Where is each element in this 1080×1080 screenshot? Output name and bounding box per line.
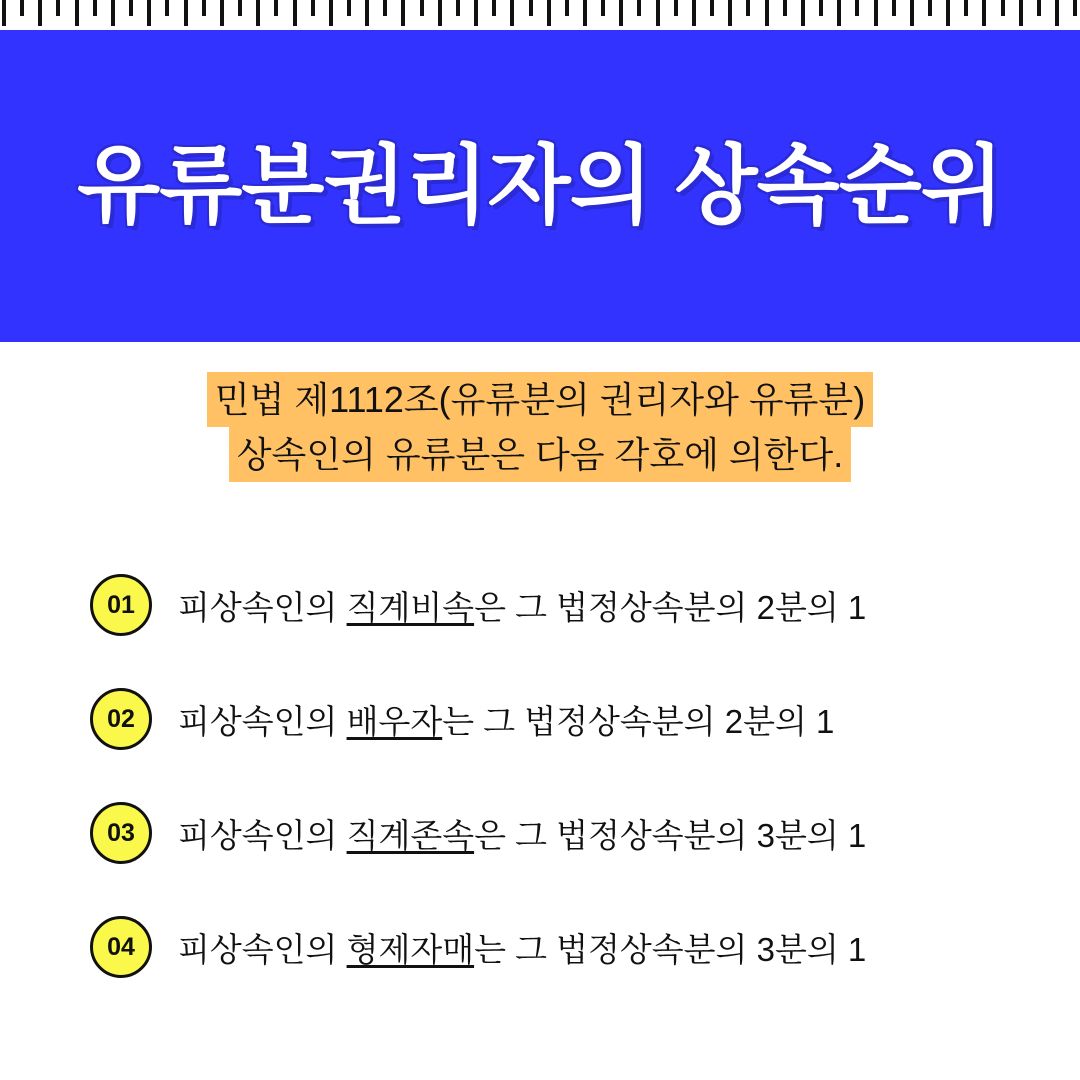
ruler-tick: [220, 0, 224, 26]
list-item-text-suffix: 은 그 법정상속분의 3분의 1: [474, 816, 867, 854]
ruler-tick: [637, 0, 641, 16]
ruler-tick: [165, 0, 169, 16]
ruler-tick: [946, 0, 950, 26]
list-item-number-badge: 02: [90, 688, 152, 750]
ruler-tick: [692, 0, 696, 26]
list-item-text-suffix: 은 그 법정상속분의 2분의 1: [474, 588, 867, 626]
ruler-tick: [619, 0, 623, 26]
list-item: [0, 662, 1080, 776]
ruler-tick: [238, 0, 242, 16]
ruler-tick: [492, 0, 496, 16]
law-quote: [0, 372, 1080, 482]
ruler-tick: [1019, 0, 1023, 26]
ruler-tick: [964, 0, 968, 16]
ruler-tick: [274, 0, 278, 16]
list-item: [0, 776, 1080, 890]
ruler-tick: [147, 0, 151, 26]
list-item-text: [178, 810, 866, 857]
ruler-tick: [311, 0, 315, 16]
list-item-number-badge: 03: [90, 802, 152, 864]
ruler-tick: [583, 0, 587, 26]
ruler-tick: [420, 0, 424, 16]
ruler-tick: [1001, 0, 1005, 16]
ruler-tick: [456, 0, 460, 16]
ruler-tick: [56, 0, 60, 16]
ruler-tick: [783, 0, 787, 16]
list-item-text: [178, 696, 834, 743]
ruler-tick: [874, 0, 878, 26]
list-item-text-prefix: 피상속인의: [178, 588, 347, 626]
ruler-tick: [656, 0, 660, 26]
ruler-tick: [365, 0, 369, 26]
list-item-number-badge: 01: [90, 574, 152, 636]
ruler-tick: [547, 0, 551, 26]
ruler-tick: [892, 0, 896, 16]
ruler-tick: [75, 0, 79, 26]
list-item-text: [178, 924, 866, 971]
ruler-tick: [728, 0, 732, 26]
list-item: [0, 548, 1080, 662]
ruler-tick: [111, 0, 115, 26]
list-item-text-emphasis: 직계비속: [346, 588, 475, 626]
ruler-tick: [1037, 0, 1041, 16]
ruler-tick: [383, 0, 387, 16]
list-item-text-emphasis: 형제자매: [346, 930, 475, 968]
ruler-tick: [928, 0, 932, 16]
ruler-tick: [674, 0, 678, 16]
list-item-text-emphasis: 배우자: [346, 702, 443, 740]
ruler-tick: [982, 0, 986, 26]
ruler-tick: [438, 0, 442, 26]
list-item-text-suffix: 는 그 법정상속분의 3분의 1: [474, 930, 867, 968]
list-item: [0, 890, 1080, 1004]
ruler-tick: [1073, 0, 1077, 16]
ruler-tick: [184, 0, 188, 26]
ruler-tick: [910, 0, 914, 26]
list-item-number-badge: 04: [90, 916, 152, 978]
list-item-text-emphasis: 직계존속: [346, 816, 475, 854]
ruler-tick: [401, 0, 405, 26]
ruler-tick: [819, 0, 823, 16]
ruler-decoration: [0, 0, 1080, 30]
ruler-tick: [20, 0, 24, 16]
ruler-tick: [601, 0, 605, 16]
law-quote-line-2: 상속인의 유류분은 다음 각호에 의한다.: [229, 427, 851, 482]
list-item-text-suffix: 는 그 법정상속분의 2분의 1: [442, 702, 835, 740]
ruler-tick: [801, 0, 805, 26]
ruler-tick: [855, 0, 859, 16]
ruler-tick: [347, 0, 351, 16]
clause-list: [0, 548, 1080, 1004]
ruler-tick: [38, 0, 42, 26]
ruler-tick: [329, 0, 333, 26]
list-item-text-prefix: 피상속인의: [178, 816, 347, 854]
law-quote-line-1: 민법 제1112조(유류분의 권리자와 유류분): [207, 372, 873, 427]
ruler-tick: [529, 0, 533, 16]
ruler-tick: [565, 0, 569, 16]
ruler-tick: [293, 0, 297, 26]
list-item-text-prefix: 피상속인의: [178, 702, 347, 740]
list-item-text-prefix: 피상속인의: [178, 930, 347, 968]
ruler-tick: [129, 0, 133, 16]
page-title: 유류분권리자의 상속순위: [77, 138, 1003, 234]
ruler-tick: [746, 0, 750, 16]
ruler-tick: [2, 0, 6, 26]
ruler-tick: [837, 0, 841, 26]
header-banner: [0, 30, 1080, 342]
ruler-tick: [256, 0, 260, 26]
ruler-tick: [710, 0, 714, 16]
ruler-tick: [510, 0, 514, 26]
ruler-tick: [474, 0, 478, 26]
list-item-text: [178, 582, 866, 629]
ruler-tick: [765, 0, 769, 26]
ruler-tick: [202, 0, 206, 16]
ruler-tick: [1055, 0, 1059, 26]
ruler-tick: [93, 0, 97, 16]
